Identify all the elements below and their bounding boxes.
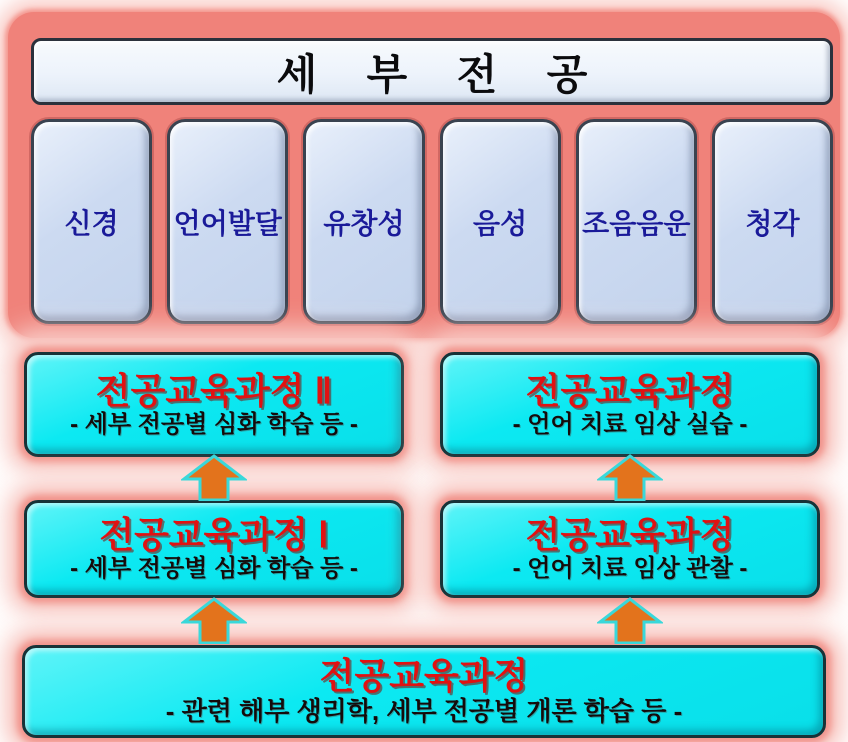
specialty-box-fluency [303, 119, 424, 324]
course-title: 전공교육과정 [525, 369, 735, 411]
specialty-label: 언어발달 [173, 207, 282, 239]
course-box-clinical-observation [440, 500, 820, 598]
specialty-box-hearing [712, 119, 833, 324]
course-title: 전공교육과정 Ⅱ [95, 369, 333, 411]
course-title: 전공교육과정 [525, 514, 735, 556]
panel-title: 세 부 전 공 [276, 50, 607, 98]
course-subtitle: - 세부 전공별 심화 학습 등 - [70, 555, 358, 583]
up-arrow-icon [597, 454, 663, 501]
specialty-box-language-development [167, 119, 288, 324]
course-title: 전공교육과정 Ⅰ [99, 514, 329, 556]
specialty-box-voice [440, 119, 561, 324]
specialty-label: 유창성 [323, 207, 405, 239]
up-arrow-icon [597, 597, 663, 644]
detail-major-panel [8, 12, 840, 338]
specialty-label: 조음음운 [582, 207, 691, 239]
specialty-label: 청각 [745, 207, 800, 239]
specialty-label: 신경 [64, 207, 119, 239]
panel-header [31, 38, 833, 105]
specialty-box-articulation-phonology [576, 119, 697, 324]
specialty-label: 음성 [473, 207, 528, 239]
course-box-clinical-practice [440, 352, 820, 457]
course-box-foundation [22, 645, 826, 738]
course-subtitle: - 세부 전공별 심화 학습 등 - [70, 410, 358, 438]
course-box-major-curriculum-2 [24, 352, 404, 457]
specialty-box-neuro [31, 119, 152, 324]
up-arrow-icon [181, 597, 247, 644]
up-arrow-icon [181, 454, 247, 501]
course-subtitle: - 언어 치료 임상 실습 - [512, 410, 748, 438]
course-subtitle: - 관련 해부 생리학, 세부 전공별 개론 학습 등 - [165, 695, 683, 726]
specialty-row [31, 119, 833, 324]
course-box-major-curriculum-1 [24, 500, 404, 598]
course-title: 전공교육과정 [319, 655, 529, 697]
course-subtitle: - 언어 치료 임상 관찰 - [512, 555, 748, 583]
